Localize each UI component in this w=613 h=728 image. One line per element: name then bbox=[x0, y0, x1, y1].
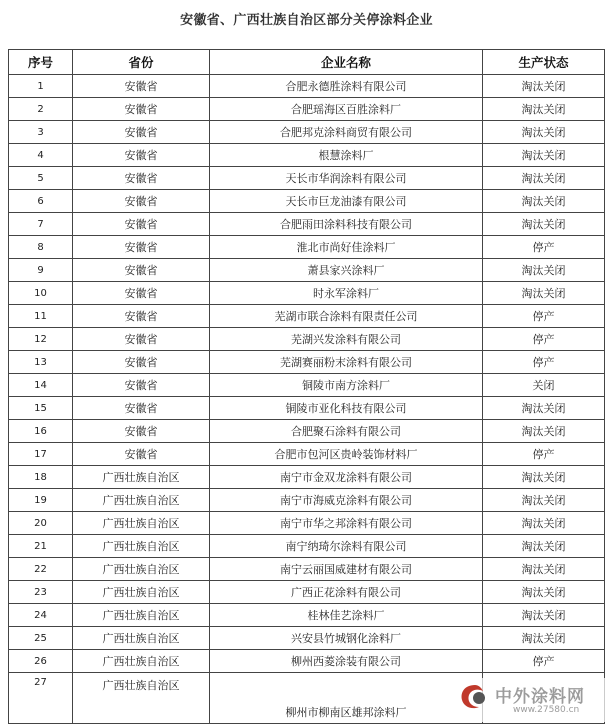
cell-company-name: 柳州市柳南区雄邦涂料厂 bbox=[210, 673, 483, 724]
cell-province: 安徽省 bbox=[73, 259, 210, 282]
table-row bbox=[9, 397, 605, 420]
cell-province: 安徽省 bbox=[73, 167, 210, 190]
cell-production-status: 停产 bbox=[483, 443, 605, 466]
cell-company-name: 合肥雨田涂料科技有限公司 bbox=[210, 213, 483, 236]
cell-production-status: 淘汰关闭 bbox=[483, 604, 605, 627]
cell-production-status: 淘汰关闭 bbox=[483, 489, 605, 512]
cell-province: 广西壮族自治区 bbox=[73, 535, 210, 558]
cell-province: 安徽省 bbox=[73, 282, 210, 305]
cell-production-status: 淘汰关闭 bbox=[483, 121, 605, 144]
cell-serial-number: 24 bbox=[9, 604, 73, 627]
cell-province: 安徽省 bbox=[73, 190, 210, 213]
cell-company-name: 铜陵市南方涂料厂 bbox=[210, 374, 483, 397]
cell-company-name: 南宁市海威克涂料有限公司 bbox=[210, 489, 483, 512]
brand-logo-icon bbox=[457, 682, 493, 712]
cell-province: 广西壮族自治区 bbox=[73, 489, 210, 512]
cell-company-name: 时永军涂料厂 bbox=[210, 282, 483, 305]
cell-province: 广西壮族自治区 bbox=[73, 627, 210, 650]
table-row bbox=[9, 466, 605, 489]
table-row bbox=[9, 581, 605, 604]
cell-serial-number: 2 bbox=[9, 98, 73, 121]
cell-serial-number: 6 bbox=[9, 190, 73, 213]
cell-serial-number: 22 bbox=[9, 558, 73, 581]
cell-production-status: 淘汰关闭 bbox=[483, 75, 605, 98]
table-row bbox=[9, 75, 605, 98]
cell-company-name: 芜湖市联合涂料有限责任公司 bbox=[210, 305, 483, 328]
cell-province: 安徽省 bbox=[73, 328, 210, 351]
cell-production-status: 淘汰关闭 bbox=[483, 627, 605, 650]
cell-company-name: 柳州西菱涂装有限公司 bbox=[210, 650, 483, 673]
cell-company-name: 芜湖兴发涂料有限公司 bbox=[210, 328, 483, 351]
cell-province: 广西壮族自治区 bbox=[73, 673, 210, 724]
cell-company-name: 南宁市金双龙涂料有限公司 bbox=[210, 466, 483, 489]
table-row bbox=[9, 351, 605, 374]
table-body bbox=[9, 75, 605, 724]
table-row bbox=[9, 236, 605, 259]
cell-production-status: 淘汰关闭 bbox=[483, 167, 605, 190]
cell-company-name: 南宁云丽国威建材有限公司 bbox=[210, 558, 483, 581]
cell-production-status: 淘汰关闭 bbox=[483, 581, 605, 604]
table-row bbox=[9, 190, 605, 213]
cell-company-name: 广西正花涂料有限公司 bbox=[210, 581, 483, 604]
cell-company-name: 萧县家兴涂料厂 bbox=[210, 259, 483, 282]
cell-production-status: 淘汰关闭 bbox=[483, 282, 605, 305]
cell-serial-number: 12 bbox=[9, 328, 73, 351]
table-row bbox=[9, 305, 605, 328]
header-serial-number: 序号 bbox=[9, 50, 73, 75]
site-watermark bbox=[455, 678, 605, 722]
table-header-row bbox=[9, 50, 605, 75]
table-row bbox=[9, 512, 605, 535]
cell-company-name: 芜湖赛丽粉末涂料有限公司 bbox=[210, 351, 483, 374]
cell-serial-number: 27 bbox=[9, 673, 73, 724]
cell-serial-number: 26 bbox=[9, 650, 73, 673]
cell-company-name: 铜陵市亚化科技有限公司 bbox=[210, 397, 483, 420]
cell-production-status: 淘汰关闭 bbox=[483, 144, 605, 167]
cell-production-status: 关闭 bbox=[483, 374, 605, 397]
cell-province: 安徽省 bbox=[73, 351, 210, 374]
table-row bbox=[9, 328, 605, 351]
document-title: 安徽省、广西壮族自治区部分关停涂料企业 bbox=[180, 13, 433, 28]
cell-province: 安徽省 bbox=[73, 374, 210, 397]
cell-production-status: 淘汰关闭 bbox=[483, 420, 605, 443]
cell-serial-number: 15 bbox=[9, 397, 73, 420]
watermark-url-text: www.27580.cn bbox=[513, 705, 580, 715]
table-row bbox=[9, 98, 605, 121]
cell-company-name: 根慧涂料厂 bbox=[210, 144, 483, 167]
companies-table bbox=[8, 49, 605, 724]
cell-province: 广西壮族自治区 bbox=[73, 512, 210, 535]
cell-company-name: 南宁市华之邦涂料有限公司 bbox=[210, 512, 483, 535]
cell-company-name: 天长市华润涂料有限公司 bbox=[210, 167, 483, 190]
cell-production-status: 淘汰关闭 bbox=[483, 466, 605, 489]
cell-company-name: 合肥聚石涂料有限公司 bbox=[210, 420, 483, 443]
table-row bbox=[9, 535, 605, 558]
cell-serial-number: 14 bbox=[9, 374, 73, 397]
watermark-brand-text: 中外涂料网 bbox=[495, 687, 585, 707]
cell-serial-number: 7 bbox=[9, 213, 73, 236]
cell-production-status: 淘汰关闭 bbox=[483, 213, 605, 236]
cell-production-status: 淘汰关闭 bbox=[483, 98, 605, 121]
cell-serial-number: 8 bbox=[9, 236, 73, 259]
cell-company-name: 兴安县竹城钢化涂料厂 bbox=[210, 627, 483, 650]
cell-province: 安徽省 bbox=[73, 144, 210, 167]
cell-province: 安徽省 bbox=[73, 75, 210, 98]
cell-serial-number: 18 bbox=[9, 466, 73, 489]
cell-province: 广西壮族自治区 bbox=[73, 466, 210, 489]
table-row bbox=[9, 650, 605, 673]
cell-production-status: 停产 bbox=[483, 328, 605, 351]
cell-province: 安徽省 bbox=[73, 420, 210, 443]
cell-production-status: 淘汰关闭 bbox=[483, 397, 605, 420]
cell-company-name: 淮北市尚好佳涂料厂 bbox=[210, 236, 483, 259]
cell-production-status: 淘汰关闭 bbox=[483, 512, 605, 535]
cell-province: 安徽省 bbox=[73, 443, 210, 466]
cell-company-name: 合肥永德胜涂料有限公司 bbox=[210, 75, 483, 98]
cell-production-status: 淘汰关闭 bbox=[483, 190, 605, 213]
cell-production-status: 淘汰关闭 bbox=[483, 259, 605, 282]
cell-serial-number: 17 bbox=[9, 443, 73, 466]
table-row bbox=[9, 604, 605, 627]
cell-production-status: 停产 bbox=[483, 650, 605, 673]
header-company-name: 企业名称 bbox=[210, 50, 483, 75]
cell-province: 安徽省 bbox=[73, 236, 210, 259]
cell-province: 安徽省 bbox=[73, 213, 210, 236]
cell-province: 安徽省 bbox=[73, 98, 210, 121]
table-row bbox=[9, 374, 605, 397]
cell-production-status: 停产 bbox=[483, 236, 605, 259]
cell-province: 安徽省 bbox=[73, 305, 210, 328]
cell-province: 广西壮族自治区 bbox=[73, 650, 210, 673]
cell-company-name: 合肥邦克涂料商贸有限公司 bbox=[210, 121, 483, 144]
cell-serial-number: 21 bbox=[9, 535, 73, 558]
cell-serial-number: 4 bbox=[9, 144, 73, 167]
cell-production-status: 淘汰关闭 bbox=[483, 558, 605, 581]
table-row bbox=[9, 558, 605, 581]
cell-company-name: 天长市巨龙油漆有限公司 bbox=[210, 190, 483, 213]
cell-serial-number: 16 bbox=[9, 420, 73, 443]
cell-production-status: 停产 bbox=[483, 351, 605, 374]
table-row bbox=[9, 121, 605, 144]
cell-serial-number: 9 bbox=[9, 259, 73, 282]
header-production-status: 生产状态 bbox=[483, 50, 605, 75]
cell-company-name: 合肥瑶海区百胜涂料厂 bbox=[210, 98, 483, 121]
cell-province: 安徽省 bbox=[73, 397, 210, 420]
cell-serial-number: 5 bbox=[9, 167, 73, 190]
table-row bbox=[9, 213, 605, 236]
cell-serial-number: 19 bbox=[9, 489, 73, 512]
cell-serial-number: 25 bbox=[9, 627, 73, 650]
table-row bbox=[9, 627, 605, 650]
header-province: 省份 bbox=[73, 50, 210, 75]
cell-serial-number: 13 bbox=[9, 351, 73, 374]
cell-serial-number: 10 bbox=[9, 282, 73, 305]
table-row bbox=[9, 144, 605, 167]
cell-serial-number: 11 bbox=[9, 305, 73, 328]
cell-production-status: 淘汰关闭 bbox=[483, 535, 605, 558]
cell-production-status: 停产 bbox=[483, 305, 605, 328]
cell-serial-number: 1 bbox=[9, 75, 73, 98]
cell-serial-number: 3 bbox=[9, 121, 73, 144]
table-row bbox=[9, 489, 605, 512]
cell-province: 广西壮族自治区 bbox=[73, 558, 210, 581]
table-row bbox=[9, 167, 605, 190]
cell-province: 广西壮族自治区 bbox=[73, 581, 210, 604]
table-row bbox=[9, 259, 605, 282]
table-row bbox=[9, 282, 605, 305]
cell-province: 广西壮族自治区 bbox=[73, 604, 210, 627]
cell-company-name: 合肥市包河区贵岭装饰材料厂 bbox=[210, 443, 483, 466]
cell-serial-number: 23 bbox=[9, 581, 73, 604]
table-row bbox=[9, 443, 605, 466]
cell-province: 安徽省 bbox=[73, 121, 210, 144]
cell-serial-number: 20 bbox=[9, 512, 73, 535]
table-row bbox=[9, 420, 605, 443]
cell-company-name: 南宁纳琦尔涂料有限公司 bbox=[210, 535, 483, 558]
cell-company-name: 桂林佳艺涂料厂 bbox=[210, 604, 483, 627]
